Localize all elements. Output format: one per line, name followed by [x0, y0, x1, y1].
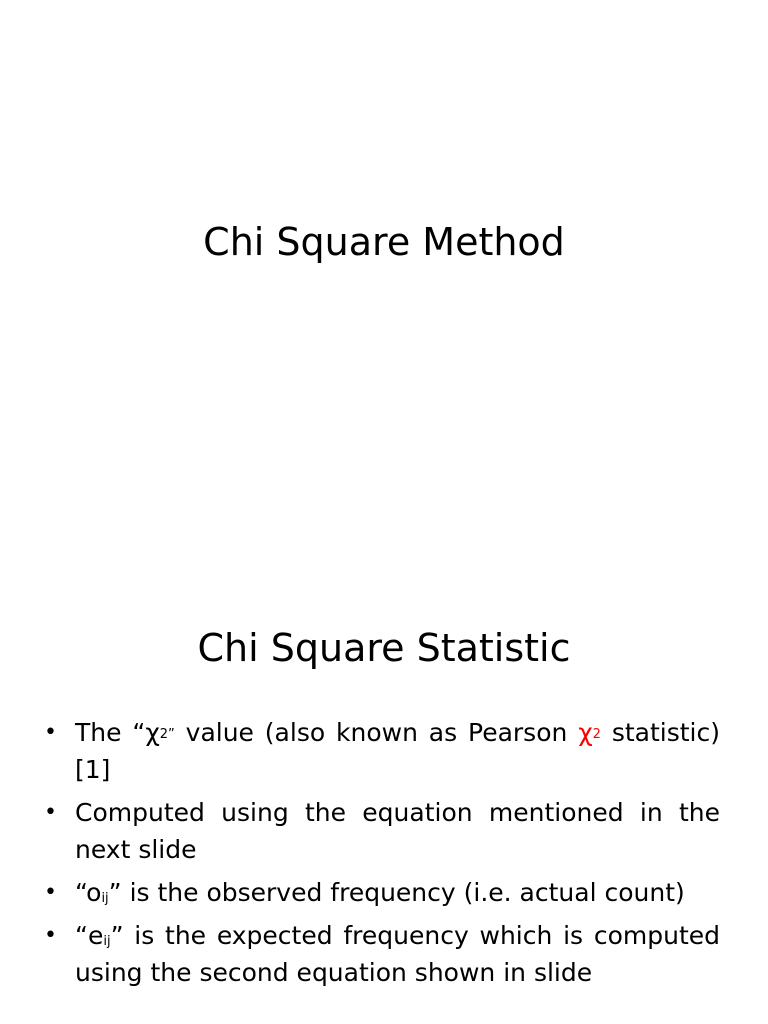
bullet-text-part: ” is the expected frequency which is computed using the second equation shown in slide: [75, 921, 720, 987]
subscript: ij: [101, 891, 109, 906]
bullet-list: [44, 714, 720, 997]
bullet-observed-frequency: [44, 874, 720, 911]
bullet-computed-using: [44, 794, 720, 868]
superscript: 2”: [159, 727, 175, 742]
bullet-text: Computed using the equation mentioned in the next slide: [75, 798, 720, 864]
subscript: ij: [103, 934, 111, 949]
chi-symbol-red: χ: [578, 718, 593, 747]
bullet-chi-square-value: [44, 714, 720, 788]
bullet-dot-icon: •: [44, 800, 57, 825]
superscript-red: 2: [592, 727, 601, 742]
bullet-expected-frequency: [44, 917, 720, 991]
bullet-text-part: The “χ: [75, 718, 160, 747]
bullet-text-part: statistic) [1]: [75, 718, 720, 784]
slide-title-method: Chi Square Method: [203, 220, 565, 264]
bullet-text-part: ” is the observed frequency (i.e. actual count): [108, 878, 685, 907]
bullet-text-part: “e: [75, 921, 104, 950]
bullet-dot-icon: •: [44, 880, 57, 905]
bullet-dot-icon: •: [44, 720, 57, 745]
slide-title-statistic: Chi Square Statistic: [197, 626, 571, 670]
bullet-dot-icon: •: [44, 923, 57, 948]
bullet-text-part: value (also known as Pearson: [174, 718, 579, 747]
bullet-text-part: “o: [75, 878, 102, 907]
